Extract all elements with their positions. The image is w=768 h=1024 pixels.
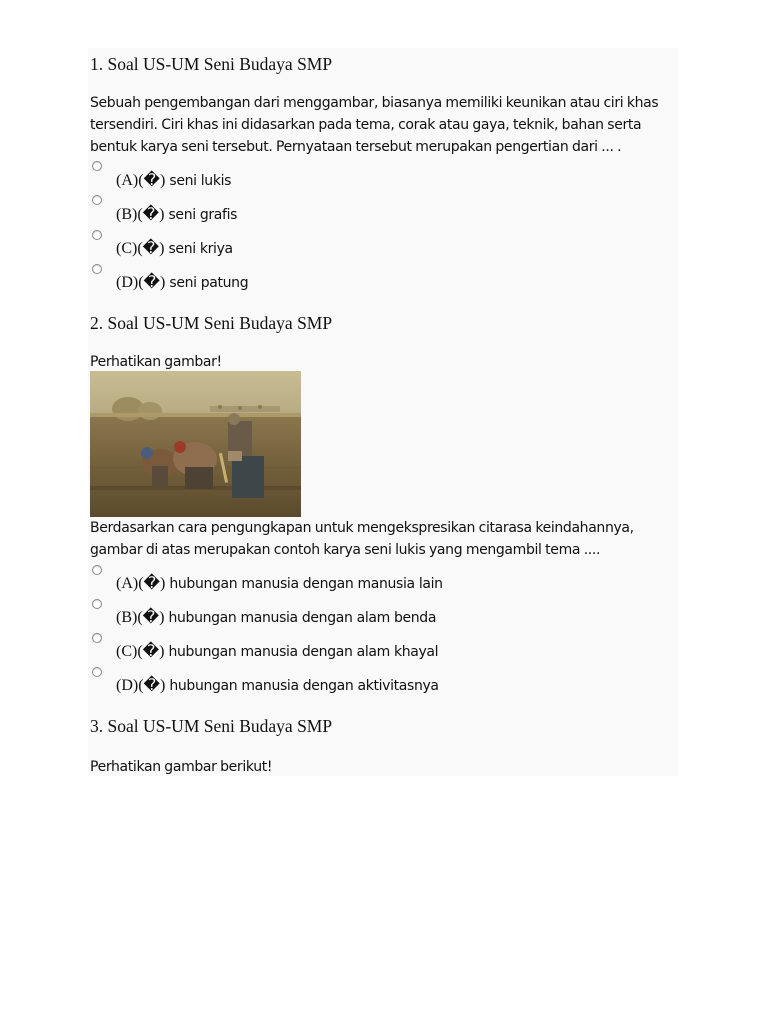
question-2-option-d-radio[interactable]	[92, 667, 102, 677]
question-2-option-c-radio[interactable]	[92, 633, 102, 643]
option-text: seni grafis	[164, 207, 238, 223]
question-2-option-a-radio[interactable]	[92, 565, 102, 575]
question-1-text-line-2: tersendiri. Ciri khas ini didasarkan pada tema, corak atau gaya, teknik, bahan serta	[90, 117, 642, 133]
question-1-text-line-3: bentuk karya seni tersebut. Pernyataan tersebut merupakan pengertian dari ... .	[90, 139, 622, 155]
option-letter: (C)(�)	[116, 240, 165, 257]
option-letter: (A)(�)	[116, 575, 166, 592]
question-2-option-c[interactable]	[116, 642, 438, 662]
question-2-heading: 2. Soal US-UM Seni Budaya SMP	[90, 313, 333, 333]
option-text: seni lukis	[165, 173, 232, 189]
question-1-option-d-radio[interactable]	[92, 264, 102, 274]
question-2-option-d[interactable]	[116, 676, 439, 696]
question-1-text-line-1: Sebuah pengembangan dari menggambar, biasanya memiliki keunikan atau ciri khas	[90, 95, 659, 111]
question-2-option-b-radio[interactable]	[92, 599, 102, 609]
painting-image	[90, 371, 301, 517]
question-2-text-line-1: Berdasarkan cara pengungkapan untuk mengekspresikan citarasa keindahannya,	[90, 520, 634, 536]
question-1-option-b[interactable]	[116, 205, 237, 225]
question-1-option-d[interactable]	[116, 273, 248, 293]
option-letter: (B)(�)	[116, 206, 165, 223]
question-3-heading: 3. Soal US-UM Seni Budaya SMP	[90, 716, 333, 736]
question-1-option-a-radio[interactable]	[92, 161, 102, 171]
question-1-option-b-radio[interactable]	[92, 195, 102, 205]
question-1-option-c[interactable]	[116, 239, 233, 259]
question-1-heading: 1. Soal US-UM Seni Budaya SMP	[90, 54, 333, 74]
question-2-intro: Perhatikan gambar!	[90, 354, 222, 370]
option-letter: (D)(�)	[116, 274, 166, 291]
question-3-intro: Perhatikan gambar berikut!	[90, 759, 273, 775]
question-2-text-line-2: gambar di atas merupakan contoh karya seni lukis yang mengambil tema ....	[90, 542, 601, 558]
question-2-option-b[interactable]	[116, 608, 436, 628]
option-text: seni patung	[165, 275, 249, 291]
question-1-option-c-radio[interactable]	[92, 230, 102, 240]
option-letter: (D)(�)	[116, 677, 166, 694]
option-text: hubungan manusia dengan alam benda	[164, 610, 437, 626]
question-1-option-a[interactable]	[116, 171, 231, 191]
option-text: hubungan manusia dengan alam khayal	[164, 644, 439, 660]
option-text: seni kriya	[164, 241, 233, 257]
option-text: hubungan manusia dengan manusia lain	[165, 576, 443, 592]
option-letter: (C)(�)	[116, 643, 165, 660]
option-text: hubungan manusia dengan aktivitasnya	[165, 678, 439, 694]
option-letter: (B)(�)	[116, 609, 165, 626]
option-letter: (A)(�)	[116, 172, 166, 189]
question-2-option-a[interactable]	[116, 574, 443, 594]
